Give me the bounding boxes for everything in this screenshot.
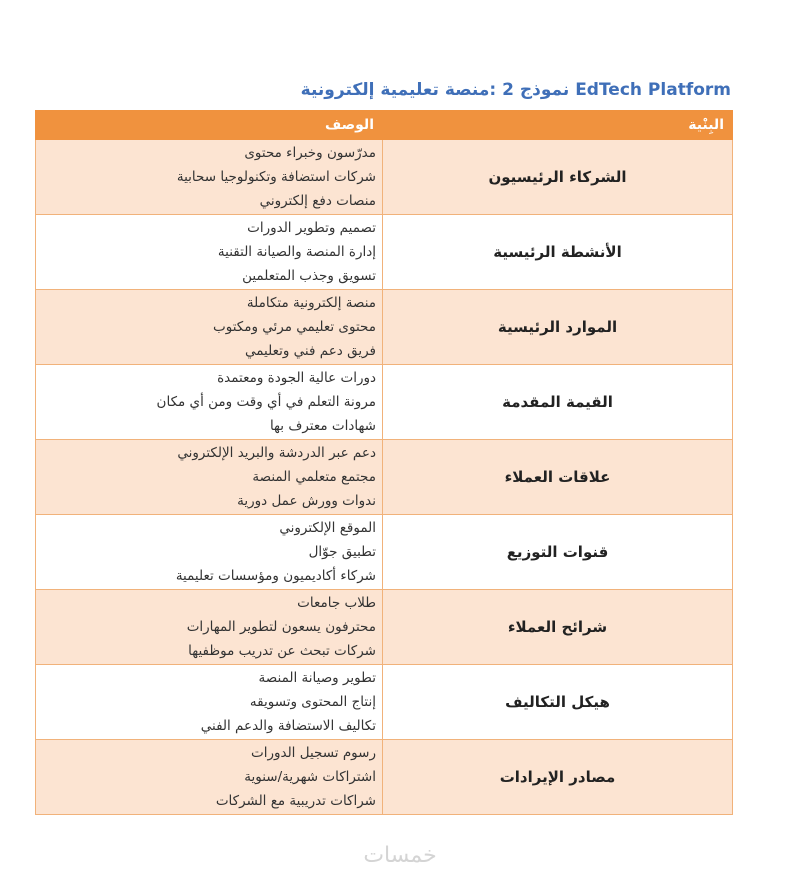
row-description xyxy=(36,515,383,590)
description-line: شركات تبحث عن تدريب موظفيها xyxy=(188,643,376,659)
row-description xyxy=(36,740,383,815)
row-description xyxy=(36,440,383,515)
row-description xyxy=(36,215,383,290)
description-line: منصة إلكترونية متكاملة xyxy=(246,295,376,311)
description-line: تطبيق جوّال xyxy=(308,544,376,560)
description-line: شركاء أكاديميون ومؤسسات تعليمية xyxy=(175,568,376,584)
watermark-logo: خمسات xyxy=(363,843,437,868)
header-structure: البِنْية xyxy=(383,111,733,140)
row-description xyxy=(36,290,383,365)
table-row xyxy=(36,440,733,515)
table-header-row xyxy=(36,111,733,140)
description-line: تطوير وصيانة المنصة xyxy=(258,670,376,686)
description-line: محتوى تعليمي مرئي ومكتوب xyxy=(213,319,376,335)
table-row xyxy=(36,140,733,215)
row-structure-label: الموارد الرئيسية xyxy=(383,290,733,365)
table-row xyxy=(36,215,733,290)
description-line: تكاليف الاستضافة والدعم الفني xyxy=(200,718,376,734)
row-structure-label: قنوات التوزيع xyxy=(383,515,733,590)
table-row xyxy=(36,740,733,815)
description-line: ندوات وورش عمل دورية xyxy=(237,493,376,509)
table-row xyxy=(36,365,733,440)
description-line: مجتمع متعلمي المنصة xyxy=(252,469,376,485)
row-structure-label: مصادر الإيرادات xyxy=(383,740,733,815)
header-description: الوصف xyxy=(36,111,383,140)
row-structure-label: شرائح العملاء xyxy=(383,590,733,665)
description-line: منصات دفع إلكتروني xyxy=(259,193,376,209)
row-structure-label: علاقات العملاء xyxy=(383,440,733,515)
description-line: إدارة المنصة والصيانة التقنية xyxy=(217,244,376,260)
row-structure-label: القيمة المقدمة xyxy=(383,365,733,440)
description-line: تسويق وجذب المتعلمين xyxy=(242,268,376,284)
description-line: محترفون يسعون لتطوير المهارات xyxy=(186,619,376,635)
row-structure-label: الأنشطة الرئيسية xyxy=(383,215,733,290)
table-row xyxy=(36,515,733,590)
row-structure-label: الشركاء الرئيسيون xyxy=(383,140,733,215)
description-line: تصميم وتطوير الدورات xyxy=(247,220,376,236)
description-line: دعم عبر الدردشة والبريد الإلكتروني xyxy=(177,445,376,461)
table-row xyxy=(36,665,733,740)
description-line: مدرّسون وخبراء محتوى xyxy=(244,145,376,161)
description-line: رسوم تسجيل الدورات xyxy=(250,745,376,761)
description-line: اشتراكات شهرية/سنوية xyxy=(244,769,376,785)
business-model-table xyxy=(35,110,733,815)
table-row xyxy=(36,590,733,665)
row-description xyxy=(36,590,383,665)
description-line: إنتاج المحتوى وتسويقه xyxy=(249,694,376,710)
row-description xyxy=(36,665,383,740)
row-description xyxy=(36,140,383,215)
description-line: فريق دعم فني وتعليمي xyxy=(244,343,376,359)
row-structure-label: هيكل التكاليف xyxy=(383,665,733,740)
description-line: مرونة التعلم في أي وقت ومن أي مكان xyxy=(156,394,376,410)
description-line: دورات عالية الجودة ومعتمدة xyxy=(217,370,376,386)
document-title: EdTech Platform نموذج 2 :منصة تعليمية إلكترونية xyxy=(300,80,731,100)
description-line: شهادات معترف بها xyxy=(269,418,376,434)
description-line: شركات استضافة وتكنولوجيا سحابية xyxy=(176,169,376,185)
table-row xyxy=(36,290,733,365)
description-line: شراكات تدريبية مع الشركات xyxy=(215,793,376,809)
description-line: طلاب جامعات xyxy=(297,595,376,611)
description-line: الموقع الإلكتروني xyxy=(279,520,376,536)
row-description xyxy=(36,365,383,440)
